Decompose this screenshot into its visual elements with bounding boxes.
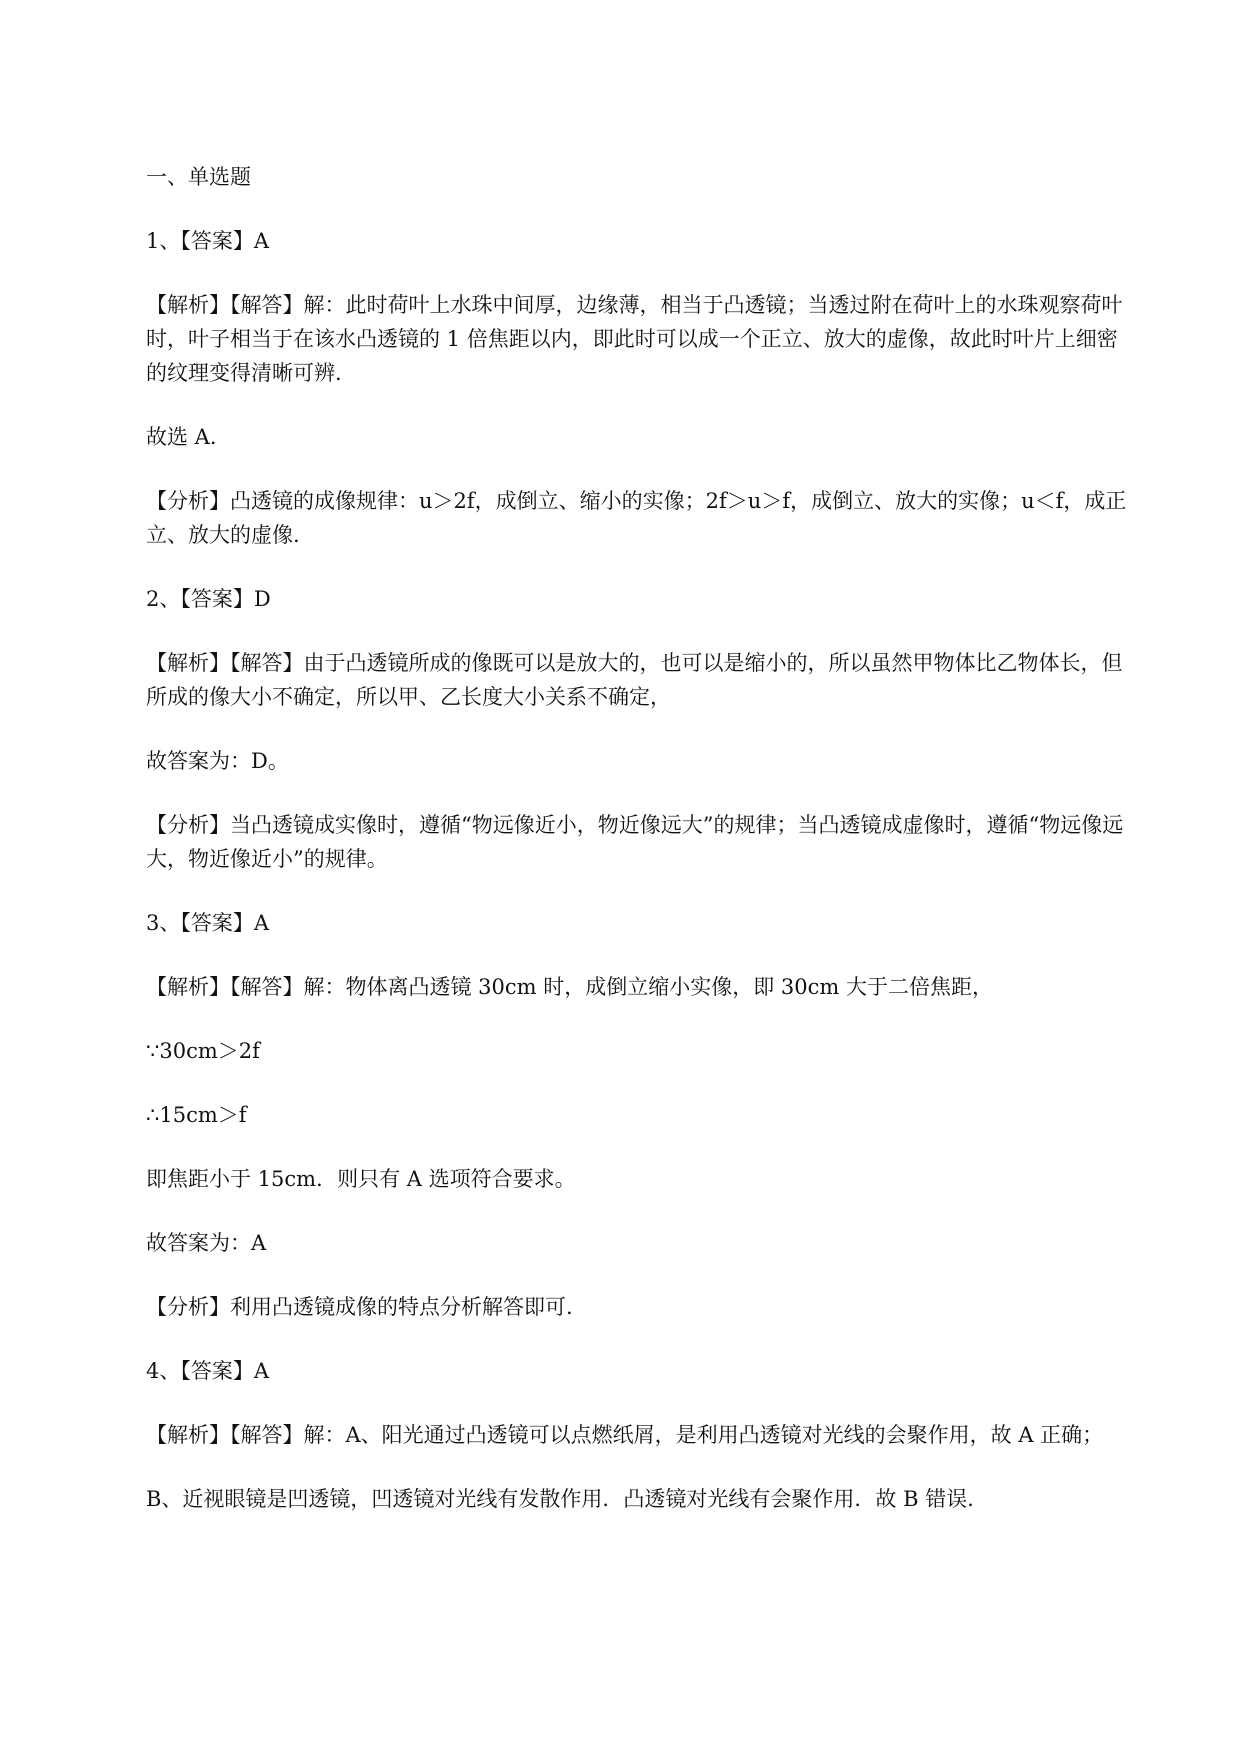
answer-4-explanation-b: B、近视眼镜是凹透镜，凹透镜对光线有发散作用．凸透镜对光线有会聚作用．故 B 错误．: [146, 1487, 989, 1511]
answer-2-heading: 2、【答案】D: [146, 587, 271, 611]
answer-3-because: ∵30cm＞2f: [146, 1039, 260, 1063]
answer-1-heading: 1、【答案】A: [146, 229, 270, 253]
answer-3-explanation: 【解析】【解答】解：物体离凸透镜 30cm 时，成倒立缩小实像，即 30cm 大于二倍焦距，: [146, 975, 993, 999]
answer-4-heading: 4、【答案】A: [146, 1359, 270, 1383]
document-body: [146, 160, 1136, 1546]
answer-2-choice: 故答案为：D。: [146, 749, 289, 773]
answer-3-therefore: ∴15cm＞f: [146, 1103, 247, 1127]
section-heading: 一、单选题: [146, 165, 251, 189]
answer-3-conclusion: 即焦距小于 15cm．则只有 A 选项符合要求。: [146, 1167, 576, 1191]
answer-1-choice: 故选 A.: [146, 425, 217, 449]
answer-3-analysis: 【分析】利用凸透镜成像的特点分析解答即可.: [146, 1295, 573, 1319]
answer-2-explanation: 【解析】【解答】由于凸透镜所成的像既可以是放大的，也可以是缩小的，所以虽然甲物体比乙物体长，但所成的像大小不确定，所以甲、乙长度大小关系不确定，: [146, 651, 1123, 709]
answer-3-choice: 故答案为：A: [146, 1231, 267, 1255]
answer-3-heading: 3、【答案】A: [146, 911, 270, 935]
answer-2-analysis: 【分析】当凸透镜成实像时，遵循“物远像近小，物近像远大”的规律；当凸透镜成虚像时，遵循“物远像远大，物近像近小”的规律。: [146, 813, 1124, 871]
answer-4-explanation-a: 【解析】【解答】解：A、阳光通过凸透镜可以点燃纸屑，是利用凸透镜对光线的会聚作用，故 A 正确；: [146, 1423, 1104, 1447]
answer-1-analysis: 【分析】凸透镜的成像规律：u＞2f，成倒立、缩小的实像；2f＞u＞f，成倒立、放大的实像；u＜f，成正立、放大的虚像.: [146, 489, 1127, 547]
answer-1-explanation: 【解析】【解答】解：此时荷叶上水珠中间厚，边缘薄，相当于凸透镜；当透过附在荷叶上的水珠观察荷叶时，叶子相当于在该水凸透镜的 1 倍焦距以内，即此时可以成一个正立、放大的虚像，故此时叶片上细密的纹理变得清晰可辨.: [146, 293, 1123, 385]
